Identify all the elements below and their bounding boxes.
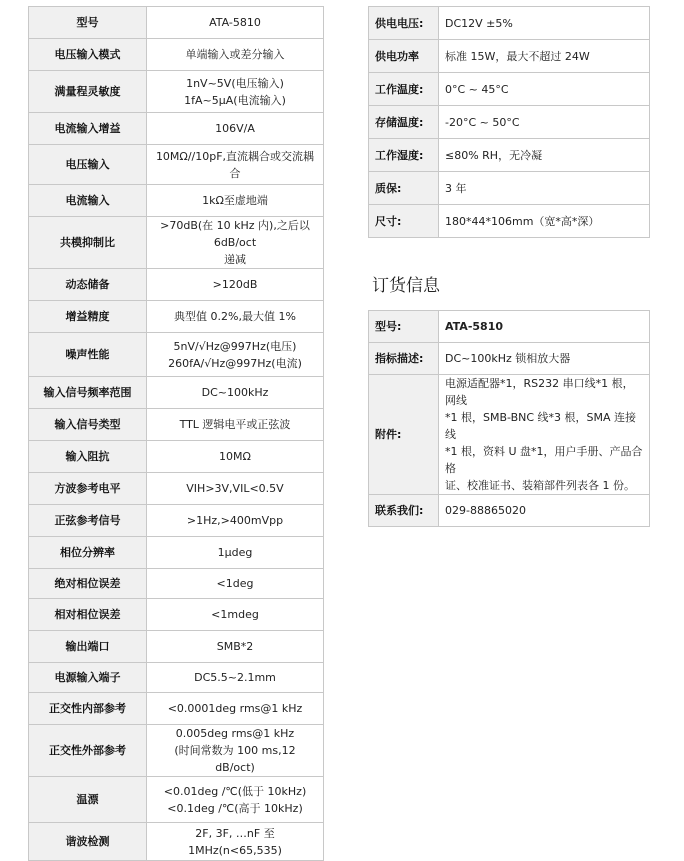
spec-value: DC12V ±5%: [439, 7, 650, 40]
spec-row: [29, 409, 324, 441]
spec-value: [147, 71, 324, 113]
spec-value-line: DC~100kHz 锁相放大器: [445, 352, 571, 365]
spec-row: [29, 725, 324, 777]
spec-label: 共模抑制比: [29, 217, 147, 269]
spec-value: ≤80% RH，无冷凝: [439, 139, 650, 172]
spec-row: [369, 106, 650, 139]
spec-label: 电源输入端子: [29, 663, 147, 693]
spec-label: 相位分辨率: [29, 537, 147, 569]
spec-label: 联系我们:: [369, 495, 439, 527]
spec-row: [29, 269, 324, 301]
spec-label: 型号: [29, 7, 147, 39]
spec-table-left: [28, 6, 324, 861]
spec-label: 电压输入模式: [29, 39, 147, 71]
spec-label: 正弦参考信号: [29, 505, 147, 537]
spec-label: 尺寸:: [369, 205, 439, 238]
spec-value-line: (时间常数为 100 ms,12 dB/oct): [174, 744, 296, 774]
spec-label: 动态储备: [29, 269, 147, 301]
spec-row: [369, 205, 650, 238]
spec-value-line: 106V/A: [215, 122, 255, 135]
spec-value: [147, 301, 324, 333]
spec-value: [439, 495, 650, 527]
spec-value: [147, 113, 324, 145]
spec-value: [439, 311, 650, 343]
spec-label: 供电电压:: [369, 7, 439, 40]
spec-row: [369, 40, 650, 73]
spec-value-line: <1mdeg: [211, 608, 259, 621]
spec-value: [147, 441, 324, 473]
spec-value: [147, 39, 324, 71]
spec-row: [29, 569, 324, 599]
spec-value: [147, 7, 324, 39]
spec-value-line: <0.01deg /℃(低于 10kHz): [163, 784, 307, 798]
spec-value-line: VIH>3V,VIL<0.5V: [186, 482, 284, 495]
spec-value-line: DC~100kHz: [201, 386, 269, 399]
spec-value-line: DC5.5~2.1mm: [194, 671, 276, 684]
order-info-title: 订货信息: [372, 276, 440, 296]
spec-value: [147, 693, 324, 725]
spec-row: [29, 537, 324, 569]
spec-row: [29, 473, 324, 505]
spec-label: 绝对相位误差: [29, 569, 147, 599]
spec-row: [29, 823, 324, 861]
spec-value-line: 单端输入或差分输入: [185, 48, 285, 61]
spec-value: [147, 725, 324, 777]
spec-row: [369, 495, 650, 527]
spec-value: [147, 269, 324, 301]
spec-label: 输出端口: [29, 631, 147, 663]
spec-label: 附件:: [369, 375, 439, 495]
spec-value-line: 10MΩ//10pF,直流耦合或交流耦合: [155, 149, 315, 180]
spec-value: 标准 15W，最大不超过 24W: [439, 40, 650, 73]
order-info-table: [368, 310, 650, 527]
spec-row: [29, 39, 324, 71]
spec-row: [29, 7, 324, 39]
spec-label: 满量程灵敏度: [29, 71, 147, 113]
spec-value: [147, 145, 324, 185]
spec-label: 增益精度: [29, 301, 147, 333]
spec-value-line: ATA-5810: [445, 320, 504, 333]
spec-value-line: 证、校准证书、装箱部件列表各 1 份。: [445, 479, 635, 492]
spec-label: 噪声性能: [29, 333, 147, 377]
spec-row: [369, 139, 650, 172]
spec-value-line: 1fA~5μA(电流输入): [184, 93, 286, 107]
spec-label: 电流输入: [29, 185, 147, 217]
spec-row: [29, 185, 324, 217]
spec-value-line: >1Hz,>400mVpp: [186, 514, 284, 527]
spec-value: [147, 473, 324, 505]
spec-value-line: >70dB(在 10 kHz 内),之后以 6dB/oct: [160, 219, 310, 249]
spec-row: [29, 113, 324, 145]
spec-value-line: SMB*2: [216, 640, 254, 653]
spec-value-line: 0.005deg rms@1 kHz: [175, 727, 295, 740]
spec-label: 正交性内部参考: [29, 693, 147, 725]
spec-value-line: <1deg: [216, 577, 254, 590]
spec-label: 谐波检测: [29, 823, 147, 861]
spec-row: [29, 599, 324, 631]
spec-value: [147, 631, 324, 663]
spec-value-line: 029-88865020: [445, 504, 526, 517]
spec-value-line: 2F, 3F, …nF 至 1MHz(n<65,535): [188, 826, 282, 857]
spec-row: [29, 377, 324, 409]
spec-label: 指标描述:: [369, 343, 439, 375]
spec-value-line: 1kΩ至虚地端: [202, 194, 268, 207]
spec-row: [29, 441, 324, 473]
spec-value: [147, 823, 324, 861]
spec-value-line: 递减: [224, 253, 246, 266]
spec-value: [439, 375, 650, 495]
spec-value: [147, 569, 324, 599]
spec-label: 输入信号类型: [29, 409, 147, 441]
spec-value-line: 10MΩ: [219, 450, 251, 463]
spec-value: [147, 333, 324, 377]
spec-label: 质保:: [369, 172, 439, 205]
spec-value-line: 典型值 0.2%,最大值 1%: [174, 310, 296, 323]
spec-row: [29, 505, 324, 537]
spec-label: 输入信号频率范围: [29, 377, 147, 409]
spec-value: [147, 663, 324, 693]
spec-value-line: *1 根，SMB-BNC 线*3 根，SMA 连接线: [445, 411, 637, 441]
spec-row: [369, 73, 650, 106]
spec-label: 方波参考电平: [29, 473, 147, 505]
spec-row: [29, 663, 324, 693]
spec-label: 正交性外部参考: [29, 725, 147, 777]
spec-row: [29, 777, 324, 823]
spec-value: [147, 185, 324, 217]
spec-value: 3 年: [439, 172, 650, 205]
spec-row: [29, 71, 324, 113]
spec-row: [29, 301, 324, 333]
spec-value: [147, 599, 324, 631]
spec-row: [369, 375, 650, 495]
spec-row: [29, 145, 324, 185]
spec-value: 0°C ~ 45°C: [439, 73, 650, 106]
spec-value: [147, 377, 324, 409]
spec-label: 工作湿度:: [369, 139, 439, 172]
spec-row: [369, 343, 650, 375]
spec-row: [29, 217, 324, 269]
spec-value: [147, 217, 324, 269]
spec-value: [147, 537, 324, 569]
spec-value-line: 1nV~5V(电压输入): [186, 76, 284, 90]
spec-label: 温漂: [29, 777, 147, 823]
spec-label: 相对相位误差: [29, 599, 147, 631]
spec-label: 工作温度:: [369, 73, 439, 106]
spec-value-line: ATA-5810: [209, 16, 261, 29]
spec-label: 供电功率: [369, 40, 439, 73]
spec-value: [147, 409, 324, 441]
spec-value-line: <0.1deg /℃(高于 10kHz): [167, 801, 303, 815]
spec-value: [147, 505, 324, 537]
spec-row: [369, 7, 650, 40]
spec-value-line: 电源适配器*1，RS232 串口线*1 根，网线: [445, 377, 634, 407]
spec-value: -20°C ~ 50°C: [439, 106, 650, 139]
spec-value-line: 1μdeg: [217, 546, 253, 559]
spec-value-line: 260fA/√Hz@997Hz(电流): [168, 356, 302, 370]
spec-label: 型号:: [369, 311, 439, 343]
spec-value-line: TTL 逻辑电平或正弦波: [179, 418, 291, 431]
spec-value-line: >120dB: [212, 278, 258, 291]
spec-row: [29, 693, 324, 725]
spec-value-line: <0.0001deg rms@1 kHz: [167, 702, 303, 715]
spec-table-right: [368, 6, 650, 238]
spec-row: [369, 311, 650, 343]
spec-value-line: *1 根，资料 U 盘*1，用户手册、产品合格: [445, 445, 643, 475]
spec-value: 180*44*106mm（宽*高*深）: [439, 205, 650, 238]
spec-label: 电流输入增益: [29, 113, 147, 145]
spec-row: [369, 172, 650, 205]
spec-label: 存储温度:: [369, 106, 439, 139]
spec-value: [439, 343, 650, 375]
spec-label: 电压输入: [29, 145, 147, 185]
spec-value-line: 5nV/√Hz@997Hz(电压): [173, 339, 297, 353]
spec-label: 输入阻抗: [29, 441, 147, 473]
spec-row: [29, 333, 324, 377]
spec-value: [147, 777, 324, 823]
spec-row: [29, 631, 324, 663]
